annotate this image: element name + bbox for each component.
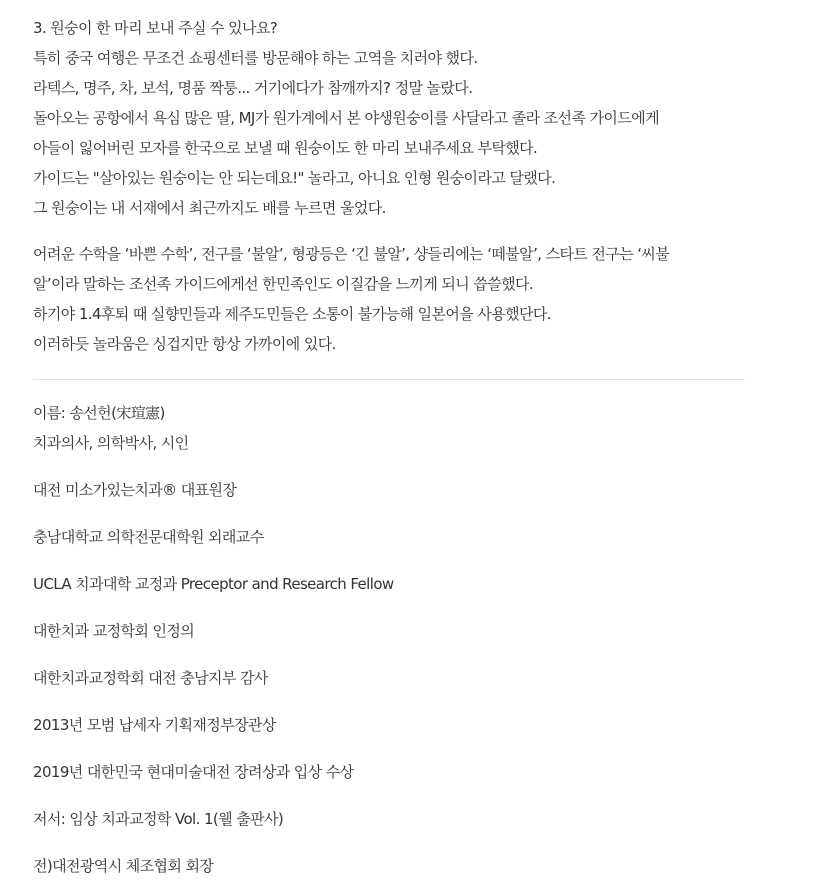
author-credential: 전)대전광역시 체조협회 회장 [33, 857, 214, 875]
text-line: 어려운 수학을 ‘바쁜 수학’, 전구를 ‘불알’, 형광등은 ‘긴 불알’, 샹들리에는 ‘떼불알’, 스타트 전구는 ‘씨불 [33, 245, 670, 263]
text-line: 라텍스, 명주, 차, 보석, 명품 짝퉁... 거기에다가 참깨까지? 정말 놀랐다. [33, 79, 473, 97]
author-job: 치과의사, 의학박사, 시인 [33, 434, 189, 452]
author-credential: 충남대학교 의학전문대학원 외래교수 [33, 528, 264, 546]
author-bio [33, 398, 745, 881]
author-name: 이름: 송선헌(宋瑄憲) [33, 404, 165, 422]
text-line: 가이드는 "살아있는 원숭이는 안 되는데요!" 놀라고, 아니요 인형 원숭이라고 달랬다. [33, 169, 556, 187]
text-line: 특히 중국 여행은 무조건 쇼핑센터를 방문해야 하는 고역을 치러야 했다. [33, 49, 478, 67]
text-line: 하기야 1.4후퇴 때 실향민들과 제주도민들은 소통이 불가능해 일본어을 사용했단다. [33, 305, 551, 323]
paragraph-guide-language [33, 239, 745, 359]
text-line: 아들이 잃어버린 모자를 한국으로 보낼 때 원숭이도 한 마리 보내주세요 부탁했다. [33, 139, 538, 157]
text-line: 알’이라 말하는 조선족 가이드에게선 한민족인도 이질감을 느끼게 되니 씁쓸했다. [33, 275, 534, 293]
section-divider [33, 379, 745, 380]
text-line: 이러하듯 놀라움은 싱겁지만 항상 가까이에 있다. [33, 335, 336, 353]
author-credential: 2013년 모범 납세자 기획재정부장관상 [33, 716, 276, 734]
author-credential: 2019년 대한민국 현대미술대전 장려상과 입상 수상 [33, 763, 354, 781]
paragraph-monkey-story [33, 13, 745, 223]
author-credential: 대전 미소가있는치과® 대표원장 [33, 481, 237, 499]
text-line: 돌아오는 공항에서 욕심 많은 딸, MJ가 원가계에서 본 야생원숭이를 사달라고 졸라 조선족 가이드에게 [33, 109, 659, 127]
author-credential: 대한치과 교정학회 인정의 [33, 622, 195, 640]
author-credential: 저서: 임상 치과교정학 Vol. 1(웰 출판사) [33, 810, 284, 828]
text-line: 그 원숭이는 내 서재에서 최근까지도 배를 누르면 울었다. [33, 199, 386, 217]
text-line: 3. 원숭이 한 마리 보내 주실 수 있나요? [33, 19, 278, 37]
author-credential: UCLA 치과대학 교정과 Preceptor and Research Fellow [33, 575, 394, 593]
author-credential: 대한치과교정학회 대전 충남지부 감사 [33, 669, 268, 687]
